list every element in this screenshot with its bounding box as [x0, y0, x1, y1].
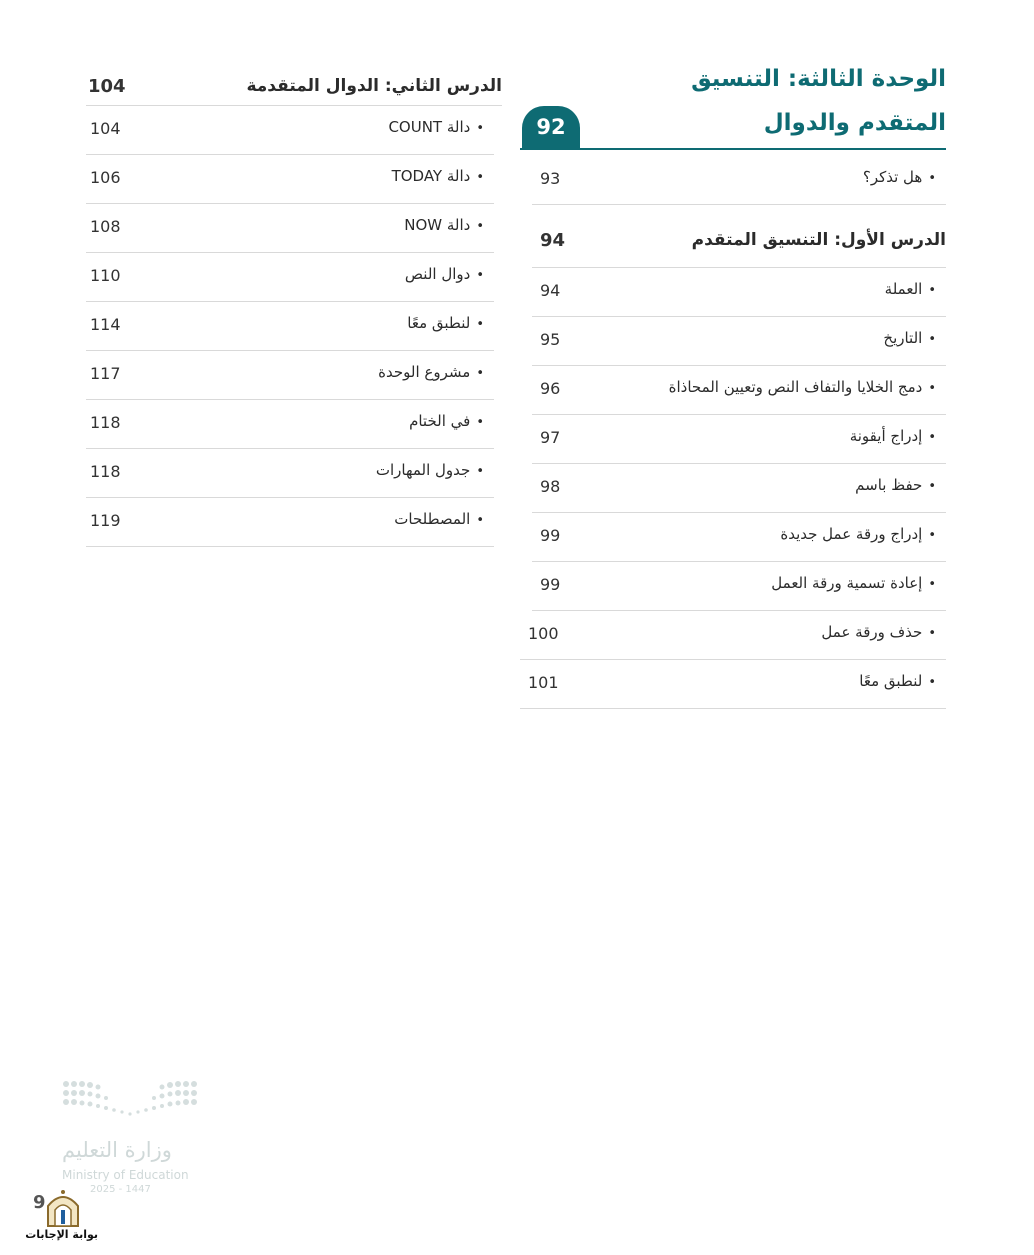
- toc-entry-label: • دالة TODAY: [392, 167, 484, 185]
- toc-entry-page: 117: [90, 364, 121, 383]
- toc-entry-page: 94: [540, 281, 561, 300]
- lesson2-page: 104: [88, 76, 126, 97]
- toc-entry-label: • دالة COUNT: [388, 118, 484, 136]
- toc-entry-page: 118: [90, 462, 121, 481]
- toc-entry-label: • مشروع الوحدة: [378, 363, 484, 381]
- toc-entry-label: • دوال النص: [405, 265, 484, 283]
- toc-entry-page: 96: [540, 379, 561, 398]
- toc-right-column: [520, 60, 946, 709]
- lesson1-title: الدرس الأول: التنسيق المتقدم: [691, 230, 946, 250]
- toc-entry[interactable]: [86, 449, 494, 498]
- ministry-year: 2025 - 1447: [90, 1184, 151, 1195]
- toc-entry[interactable]: [86, 498, 494, 547]
- toc-entry-page: 99: [540, 575, 561, 594]
- toc-entry-page: 99: [540, 526, 561, 545]
- lesson2-heading[interactable]: [86, 66, 502, 106]
- unit-title-line2: المتقدم والدوال: [763, 110, 946, 136]
- toc-entry[interactable]: [86, 400, 494, 449]
- toc-entry-label: • العملة: [885, 280, 936, 298]
- toc-entry[interactable]: [86, 155, 494, 204]
- toc-entry-page: 95: [540, 330, 561, 349]
- toc-entry-label: • المصطلحات: [394, 510, 484, 528]
- toc-entry-label: • حذف ورقة عمل: [821, 623, 936, 641]
- lesson1-page: 94: [540, 230, 566, 251]
- toc-entry-page: 114: [90, 315, 121, 334]
- toc-entry[interactable]: [532, 415, 946, 464]
- toc-entry[interactable]: [86, 204, 494, 253]
- toc-entry-page: 93: [540, 169, 561, 188]
- toc-left-column: [86, 66, 502, 547]
- unit-page-badge[interactable]: 92: [522, 106, 580, 148]
- toc-entry-label: • جدول المهارات: [376, 461, 484, 479]
- toc-entry[interactable]: [86, 351, 494, 400]
- portal-label: بوابة الإجابات: [25, 1228, 98, 1241]
- toc-entry-label: • دالة NOW: [404, 216, 484, 234]
- toc-entry-label: • في الختام: [409, 412, 484, 430]
- toc-entry[interactable]: [86, 106, 494, 155]
- ministry-logo: [60, 1078, 200, 1198]
- toc-entry-label: • إدراج ورقة عمل جديدة: [780, 525, 936, 543]
- toc-entry[interactable]: [532, 562, 946, 611]
- ministry-name-arabic: وزارة التعليم: [62, 1138, 172, 1162]
- toc-entry-label: • دمج الخلايا والتفاف النص وتعيين المحاذاة: [669, 378, 936, 396]
- ministry-name-english: Ministry of Education: [62, 1168, 189, 1182]
- ministry-dots-icon: [60, 1078, 200, 1122]
- toc-entry-page: 119: [90, 511, 121, 530]
- toc-entry-remember[interactable]: [532, 156, 946, 205]
- toc-entry-label: • إدراج أيقونة: [850, 427, 936, 445]
- toc-entry-page: 110: [90, 266, 121, 285]
- toc-entry[interactable]: [520, 611, 946, 660]
- toc-entry[interactable]: [532, 513, 946, 562]
- lesson1-heading[interactable]: [532, 219, 946, 268]
- answers-portal-logo[interactable]: [25, 1186, 98, 1246]
- unit-title-line1: الوحدة الثالثة: التنسيق: [691, 66, 946, 92]
- toc-entry[interactable]: [532, 317, 946, 366]
- toc-entry-label: • حفظ باسم: [855, 476, 936, 494]
- toc-entry-page: 97: [540, 428, 561, 447]
- toc-entry-page: 104: [90, 119, 121, 138]
- toc-entry[interactable]: [86, 302, 494, 351]
- toc-entry-page: 106: [90, 168, 121, 187]
- toc-entry[interactable]: [532, 366, 946, 415]
- toc-entry-page: 118: [90, 413, 121, 432]
- toc-entry-label: • لنطبق معًا: [407, 314, 484, 332]
- toc-entry-label: • إعادة تسمية ورقة العمل: [771, 574, 936, 592]
- toc-entry-page: 98: [540, 477, 561, 496]
- toc-entry-page: 108: [90, 217, 121, 236]
- toc-entry[interactable]: [520, 660, 946, 709]
- toc-entry-label: • هل تذكر؟: [863, 168, 936, 186]
- toc-entry-label: • التاريخ: [883, 329, 936, 347]
- toc-entry-label: • لنطبق معًا: [859, 672, 936, 690]
- unit-header: [520, 60, 946, 150]
- toc-entry-page: 101: [528, 673, 559, 692]
- toc-entry-page: 100: [528, 624, 559, 643]
- toc-entry[interactable]: [532, 464, 946, 513]
- lesson2-title: الدرس الثاني: الدوال المتقدمة: [246, 76, 502, 96]
- toc-entry[interactable]: [532, 268, 946, 317]
- toc-entry[interactable]: [86, 253, 494, 302]
- page-number: 9: [33, 1192, 46, 1213]
- mosque-icon: [28, 1186, 98, 1230]
